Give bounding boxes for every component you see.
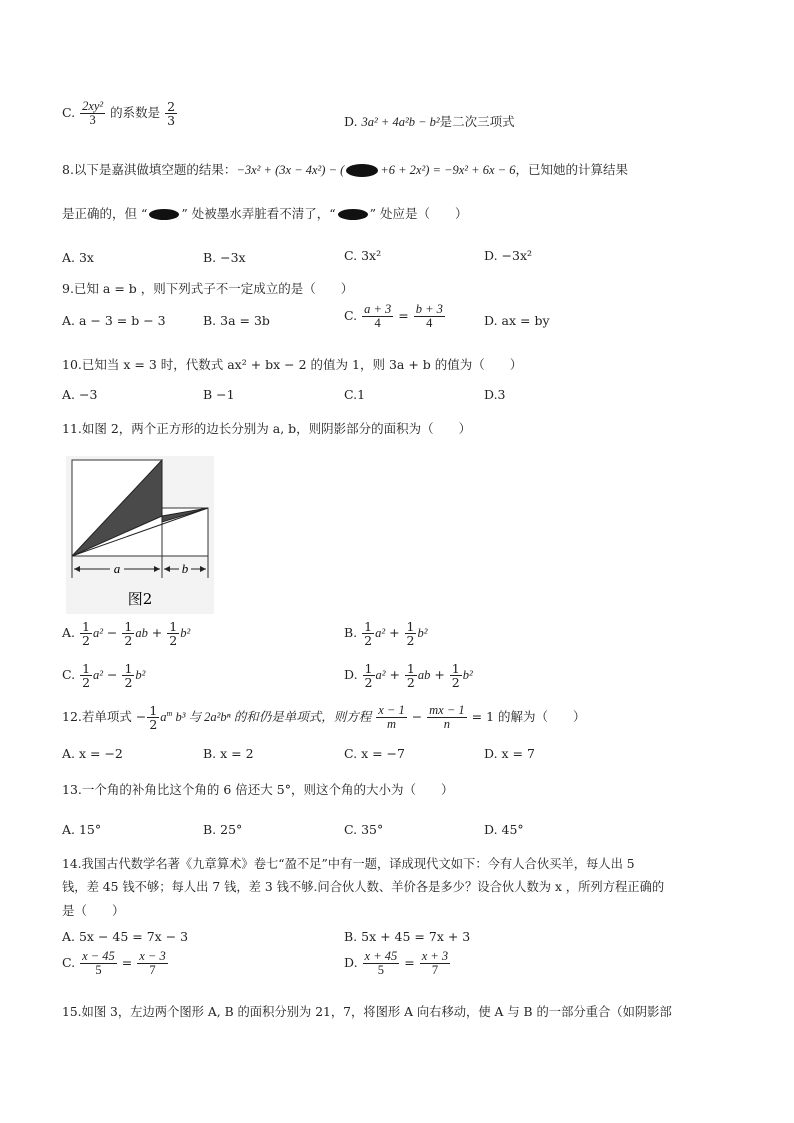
q8-option-c: C. 3x² bbox=[344, 248, 382, 263]
q11-stem: 11.如图 2，两个正方形的边长分别为 a, b，则阴影部分的面积为（ ） bbox=[62, 421, 472, 436]
q8-stem-line2: 是正确的，但 “ ” 处被墨水弄脏看不清了，“ ” 处应是（ ） bbox=[62, 206, 468, 221]
q14-option-c: C. $\frac{x - 45}{5}$ = $\frac{x - 3}{7}$ bbox=[62, 949, 166, 978]
q15-stem-line1: 15.如图 3，左边两个图形 A, B 的面积分别为 21，7，将图形 A 向右移动，使 A 与 B 的一部分重合（如阴影部 bbox=[62, 1005, 672, 1019]
q11-option-a: A. $\frac{1}{2}$ a² − $\frac{1}{2}$ ab + $\frac{1}{2}$ b² bbox=[62, 619, 191, 649]
q12-option-d: D. x = 7 bbox=[484, 746, 535, 761]
q10-option-b: B −1 bbox=[203, 387, 235, 402]
q10-option-a: A. −3 bbox=[62, 387, 98, 402]
q9-stem: 9.已知 a = b ，则下列式子不一定成立的是（ ） bbox=[62, 281, 354, 296]
q13-option-b: B. 25° bbox=[203, 822, 243, 837]
q9-option-c: C. $\frac{a + 3}{4}$ = $\frac{b + 3}{4}$ bbox=[344, 302, 443, 331]
ink-blot-icon bbox=[338, 209, 368, 220]
figure-2-squares bbox=[66, 456, 214, 614]
q14-option-d: D. $\frac{x + 45}{5}$ = $\frac{x + 3}{7}$ bbox=[344, 949, 449, 978]
q11-option-c: C. $\frac{1}{2}$ a² − $\frac{1}{2}$ b² bbox=[62, 661, 146, 691]
q12-stem: 12.若单项式 − $\frac{1}{2}$ $a^m$ b³ 与 2a²bⁿ 的和仍是单项式，则方程 $\frac{x - 1}{m}$ − $\frac{mx - 1}{n}$ = 1 的解为（ ） bbox=[62, 703, 586, 733]
fig-label-a: a bbox=[113, 561, 121, 576]
q11-option-b: B. $\frac{1}{2}$ a² + $\frac{1}{2}$ b² bbox=[344, 619, 428, 649]
q9-option-a: A. a − 3 = b − 3 bbox=[62, 313, 166, 328]
q10-option-d: D.3 bbox=[484, 387, 506, 402]
q10-option-c: C.1 bbox=[344, 387, 366, 402]
fig-label-b: b bbox=[181, 561, 189, 576]
q13-option-c: C. 35° bbox=[344, 822, 384, 837]
q7-option-d: D. 3a² + 4a²b − b²是二次三项式 bbox=[344, 114, 515, 129]
q14-stem-line2: 钱，差 45 钱不够；每人出 7 钱，差 3 钱不够.问合伙人数、羊价各是多少？设合伙人数为 x ，所列方程正确的 bbox=[62, 880, 665, 894]
q13-option-d: D. 45° bbox=[484, 822, 524, 837]
ink-blot-icon bbox=[149, 209, 179, 220]
q14-stem-line3: 是（ ） bbox=[62, 903, 125, 918]
q7-c-coefficient: $\frac{2}{3}$ bbox=[167, 99, 176, 129]
q8-stem-line1: 8.以下是嘉淇做填空题的结果：−3x² + (3x − 4x²) − ( +6 + 2x²) = −9x² + 6x − 6，已知她的计算结果 bbox=[62, 162, 628, 177]
q14-option-a: A. 5x − 45 = 7x − 3 bbox=[62, 929, 189, 944]
q7-option-c: C. $\frac{\text{2xy²}}{3}$ 的系数是 $\frac{2}{3}$ bbox=[62, 99, 176, 129]
q13-stem: 13.一个角的补角比这个角的 6 倍还大 5°，则这个角的大小为（ ） bbox=[62, 782, 454, 797]
q12-option-b: B. x = 2 bbox=[203, 746, 254, 761]
q9-option-b: B. 3a = 3b bbox=[203, 313, 270, 328]
ink-blot-icon bbox=[346, 164, 378, 177]
q12-option-c: C. x = −7 bbox=[344, 746, 405, 761]
q10-stem: 10.已知当 x = 3 时，代数式 ax² + bx − 2 的值为 1，则 3a + b 的值为（ ） bbox=[62, 357, 523, 372]
q12-option-a: A. x = −2 bbox=[62, 746, 123, 761]
q8-option-b: B. −3x bbox=[203, 250, 246, 265]
q8-option-a: A. 3x bbox=[62, 250, 94, 265]
q13-option-a: A. 15° bbox=[62, 822, 102, 837]
q8-option-d: D. −3x² bbox=[484, 248, 533, 263]
q7-c-fraction: $\frac{\text{2xy²}}{3}$ bbox=[82, 99, 104, 128]
q14-option-b: B. 5x + 45 = 7x + 3 bbox=[344, 929, 471, 944]
q9-option-d: D. ax = by bbox=[484, 313, 550, 328]
q14-stem-line1: 14.我国古代数学名著《九章算术》卷七“盈不足”中有一题，译成现代文如下：今有人合伙买羊，每人出 5 bbox=[62, 857, 635, 871]
q11-option-d: D. $\frac{1}{2}$ a² + $\frac{1}{2}$ ab + $\frac{1}{2}$ b² bbox=[344, 661, 473, 691]
fig-caption: 图2 bbox=[127, 590, 153, 608]
